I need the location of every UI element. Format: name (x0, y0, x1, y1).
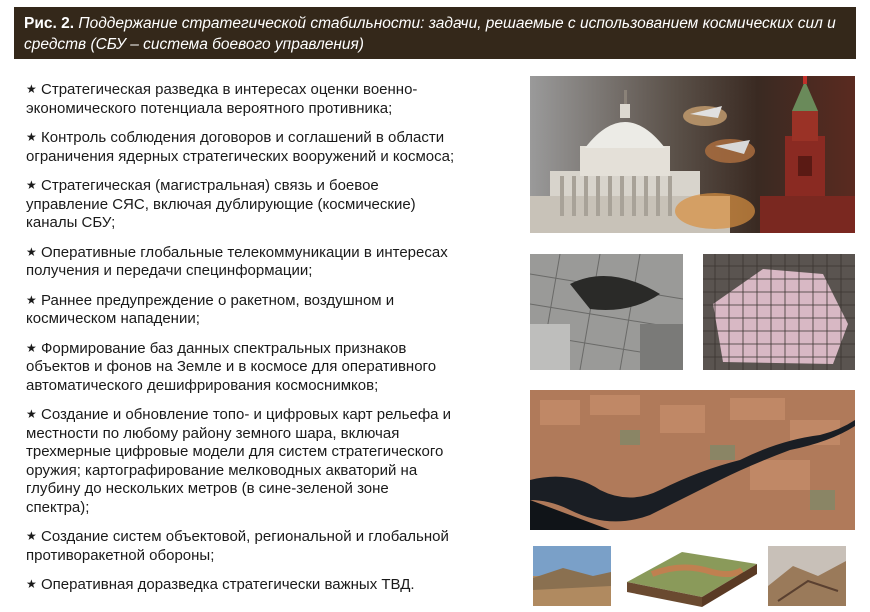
list-item-text: Контроль соблюдения договоров и соглашений в области ограничения ядерных стратегических вооружений и космоса; (26, 129, 455, 165)
capitol-kremlin-collage-image (530, 76, 855, 233)
star-icon: ★ (26, 577, 37, 591)
list-item (26, 128, 456, 166)
list-item-text: Оперативные глобальные телекоммуникации в интересах получения и передачи специнформации; (26, 243, 448, 279)
terrain-photo-left-image (533, 546, 611, 606)
coastline-satellite-image (530, 390, 855, 530)
task-list (26, 80, 456, 605)
list-item-text: Формирование баз данных спектральных признаков объектов и фонов на Земле и в космосе для оперативного автоматического дешифрирования космоснимков; (26, 339, 437, 394)
figure-caption-text: Поддержание стратегической стабильности: задачи, решаемые с использованием космических сил и средств (СБУ – система боевого управления) (24, 15, 836, 53)
star-icon: ★ (26, 407, 37, 421)
terrain-photo-right-image (768, 546, 846, 606)
list-item-text: Раннее предупреждение о ракетном, воздушном и космическом нападении; (26, 291, 395, 327)
figure-label: Рис. 2. (24, 15, 75, 32)
grid-mosaic-map-image (703, 254, 855, 370)
star-icon: ★ (26, 292, 37, 307)
list-item-text: Стратегическая (магистральная) связь и боевое управление СЯС, включая дублирующие (космические) каналы СБУ; (26, 177, 416, 231)
list-item (26, 291, 456, 329)
terrain-3d-model-image (622, 542, 760, 608)
star-icon: ★ (26, 82, 37, 96)
list-item (26, 405, 456, 517)
list-item (26, 243, 456, 281)
star-icon: ★ (26, 529, 37, 543)
list-item (26, 527, 456, 565)
list-item-text: Создание и обновление топо- и цифровых карт рельефа и местности по любому району земного шара, включая трехмерные цифровые модели для систем стратегического оружия; картографирование мелководных акваторий на глубину до нескольких метров (в сине-зеленой зоне спектра); (26, 406, 452, 516)
star-icon: ★ (26, 178, 37, 192)
star-icon: ★ (26, 244, 37, 259)
list-item-text: Оперативная доразведка стратегически важных ТВД. (41, 576, 415, 593)
figure-caption (14, 7, 856, 59)
star-icon: ★ (26, 340, 37, 355)
list-item (26, 339, 456, 396)
list-item-text: Стратегическая разведка в интересах оценки военно-экономического потенциала вероятного противника; (26, 81, 418, 117)
star-icon: ★ (26, 130, 37, 144)
list-item (26, 575, 456, 595)
list-item (26, 176, 456, 233)
satellite-city-image (530, 254, 683, 370)
list-item (26, 80, 456, 118)
list-item-text: Создание систем объектовой, региональной и глобальной противоракетной обороны; (26, 528, 449, 564)
